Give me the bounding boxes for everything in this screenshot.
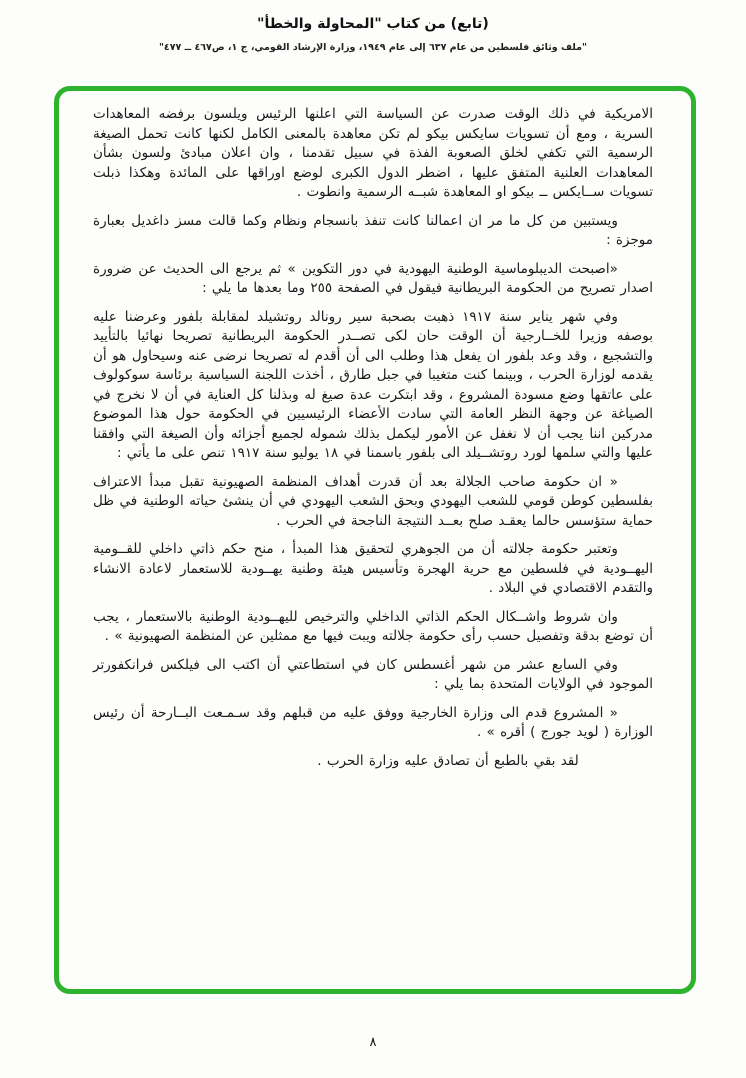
- paragraph: ويستبين من كل ما مر ان اعمالنا كانت تنفذ بانسجام ونظام وكما قالت مسز داغديل بعبارة موجزة :: [93, 212, 653, 248]
- text-frame: [54, 86, 696, 994]
- document-header: [0, 0, 746, 53]
- page-number: ٨: [369, 1035, 377, 1050]
- paragraph: «اصبحت الديبلوماسية الوطنية اليهودية في دور التكوين » ثم يرجع الى الحديث عن ضرورة اصدار تصريح من الحكومة البريطانية فيقول في الصفحة ٢٥٥ وما بعدها ما يلي :: [93, 260, 653, 296]
- paragraph: وفي السابع عشر من شهر أغسطس كان في استطاعتي أن اكتب الى فيلكس فرانكفورتر الموجود في الولايات المتحدة بما يلي :: [93, 656, 653, 692]
- paragraph: الامريكية في ذلك الوقت صدرت عن السياسة التي اعلنها الرئيس ويلسون برفضه المعاهدات السرية ، ومع أن تسويات سايكس بيكو لم تكن معاهدة بالمعنى الكامل لكنها كانت تحمل الصيغة الرسمية التي تكفي لخلق الصعوبة الفذة في سبيل تقدمنا ، وان اعلان مبادئ ولسون بشأن المعاهدات العلنية المتفق عليها ، اضطر الدول الكبرى لوضع اوراقها على المائدة وهكذا ذبلت تسويات ســايكس ــ بيكو او المعاهدة شبــه الرسمية وانطوت .: [93, 106, 653, 200]
- document-title: (تابع) من كتاب "المحاولة والخطأ": [257, 16, 489, 32]
- document-body: [93, 105, 653, 771]
- document-subtitle: "ملف وثائق فلسطين من عام ٦٣٧ إلى عام ١٩٤٩، وزارة الإرشاد القومي، ج ١، ص٤٦٧ ــ ٤٧٧": [158, 42, 588, 53]
- paragraph: لقد بقي بالطبع أن تصادق عليه وزارة الحرب .: [317, 752, 579, 769]
- paragraph: وفي شهر يناير سنة ١٩١٧ ذهبت بصحبة سير رونالد روتشيلد لمقابلة بلفور وعرضنا عليه بوصفه وزيرا للخــارجية أن الوقت حان لكى تصــدر الحكومة البريطانية تصريحا نهائيا بالتأييد والتشجيع ، وقد وعد بلفور ان يفعل هذا وطلب الى أن أقدم له تصريحا نرضى عنه وسيحاول هو أن يقدمه لوزارة الحرب ، وبينما كنت متغيبا في جبل طارق ، أخذت اللجنة السياسية برئاسة سوكولوف على عاتقها وضع مسودة المشروع ، وقد ابتكرت عدة صيغ له وبذلنا كل العناية في أن لا نخرج في الصياغة عن وجهة النظر العامة التي سادت الأعضاء الرئيسيين في الحكومة حول هذا الموضوع مدركين اننا يجب أن لا نغفل عن الأمور ليكمل بذلك شموله لجميع أجزائه وأن الصيغة التي وافقنا عليها والتي سلمها لورد روتشــيلد الى بلفور باسمنا في ١٨ يوليو سنة ١٩١٧ تنص على ما يأتي :: [93, 308, 653, 461]
- paragraph: وتعتبر حكومة جلالته أن من الجوهري لتحقيق هذا المبدأ ، منح حكم ذاتي داخلي للقــومية اليهــودية في فلسطين مع حرية الهجرة وتأسيس هيئة وطنية يهــودية للاستعمار لاعادة الانشاء والتقدم الاقتصادي في البلاد .: [93, 541, 653, 596]
- paragraph: « المشروع قدم الى وزارة الخارجية ووفق عليه من قبلهم وقد سـمـعت البــارحة أن رئيس الوزارة ( لويد جورج ) أقره » .: [93, 704, 653, 740]
- paragraph: وان شروط واشــكال الحكم الذاتي الداخلي والترخيص لليهــودية الوطنية بالاستعمار ، يجب أن توضع بدقة وتفصيل حسب رأى حكومة جلالته ويبت فيها مع ممثلين عن المنظمة الصهيونية » .: [93, 608, 653, 644]
- paragraph: « ان حكومة صاحب الجلالة بعد أن قدرت أهداف المنظمة الصهيونية تقبل مبدأ الاعتراف بفلسطين كوطن قومي للشعب اليهودي وبحق الشعب اليهودي في أن ينشئ حياته الوطنية في ظل حماية ستؤسس حالما يعقـد صلح بعــد النتيجة الناجحة في الحرب .: [93, 473, 653, 529]
